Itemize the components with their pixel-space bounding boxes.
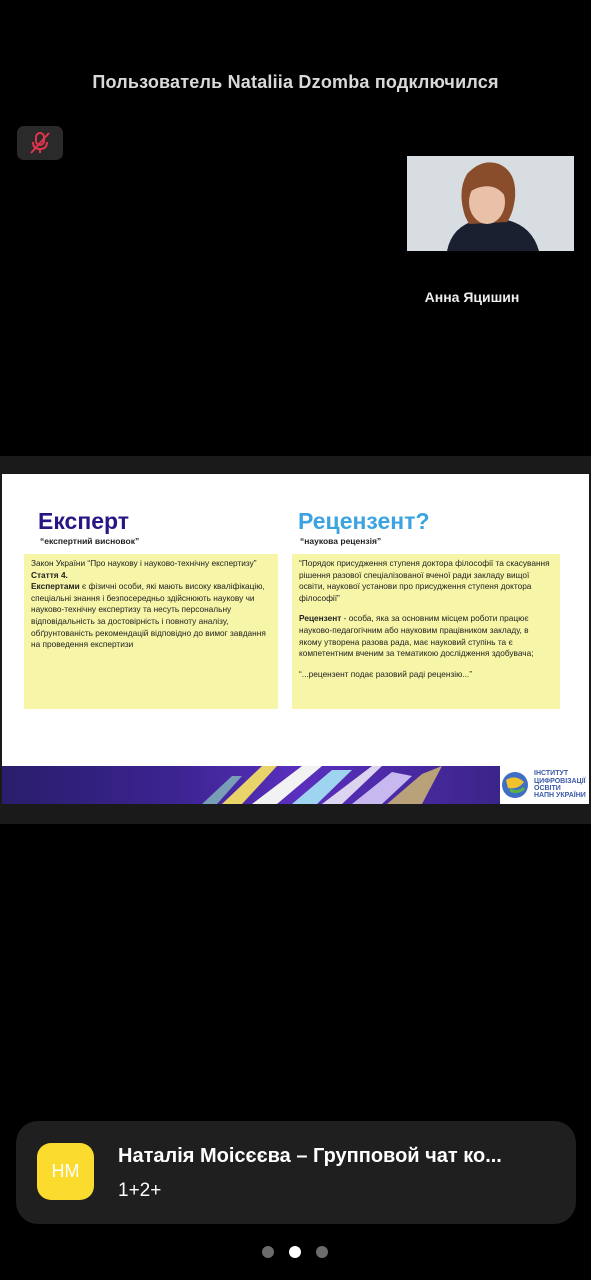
expert-title: Експерт — [38, 508, 130, 534]
abstract-graphic — [2, 766, 500, 804]
article-number: Стаття 4. — [31, 569, 68, 580]
avatar: НМ — [37, 1143, 94, 1200]
reviewer-definition: - особа, яка за основним місцем роботи працює науково-педагогічним або науковим працівником закладу, в якому утворена разова рада, має науковий ступінь та є компетентним вченим за тематикою дослідження здобувача; — [299, 613, 534, 659]
logo-line: НАПН УКРАЇНИ — [534, 792, 586, 800]
presentation-slide — [2, 474, 589, 804]
expert-term: Експертами — [31, 581, 80, 592]
page-dot[interactable] — [316, 1246, 328, 1258]
participant-video — [407, 156, 574, 251]
globe-logo-icon — [500, 770, 530, 800]
shared-screen — [0, 456, 591, 824]
participant-video-tile[interactable] — [407, 156, 574, 251]
logo-line: ЦИФРОВІЗАЦІЇ — [534, 777, 586, 785]
reviewer-subtitle: “наукова рецензія” — [300, 536, 382, 546]
expert-definition: є фізичні особи, які мають високу кваліфікацію, спеціальні знання і безпосередньо здійснюють наукову чи науково-технічну експертизу та несуть персональну відповідальність за достовірність і повноту аналізу, обґрунтованість рекомендацій відповідно до вимог завдання на проведення експертизи — [31, 581, 266, 650]
participant-joined-notice: Пользователь Nataliia Dzomba подключился — [92, 72, 499, 92]
reviewer-definition-box — [292, 554, 560, 709]
decorative-band — [2, 766, 500, 804]
expert-subtitle: “експертний висновок” — [40, 536, 140, 546]
reviewer-title: Рецензент? — [298, 508, 430, 534]
page-dot[interactable] — [262, 1246, 274, 1258]
notification-title: Наталія Моісєєва – Групповой чат ко... — [118, 1145, 502, 1167]
participant-name: Анна Яцишин — [424, 289, 520, 305]
page-dot-active[interactable] — [289, 1246, 301, 1258]
logo-line: ІНСТИТУТ — [534, 770, 569, 778]
page-indicator — [0, 1246, 591, 1258]
mute-button[interactable] — [17, 126, 63, 160]
law-reference: Закон України “Про наукову і науково-технічну експертизу” — [31, 558, 257, 568]
institute-logo — [500, 766, 589, 804]
procedure-reference: “Порядок присудження ступеня доктора філософії та скасування рішення разової спеціалізованої вченої ради закладу вищої освіти, наукової установи про присудження ступеня доктора філософії” — [299, 558, 550, 603]
reviewer-quote: “...рецензент подає разовий раді рецензію...” — [299, 668, 472, 679]
reviewer-term: Рецензент — [299, 613, 342, 624]
chat-notification[interactable] — [16, 1121, 576, 1224]
expert-definition-box — [24, 554, 278, 709]
mic-off-icon — [29, 131, 51, 155]
logo-line: ОСВІТИ — [534, 785, 561, 792]
notification-message: 1+2+ — [118, 1180, 162, 1201]
